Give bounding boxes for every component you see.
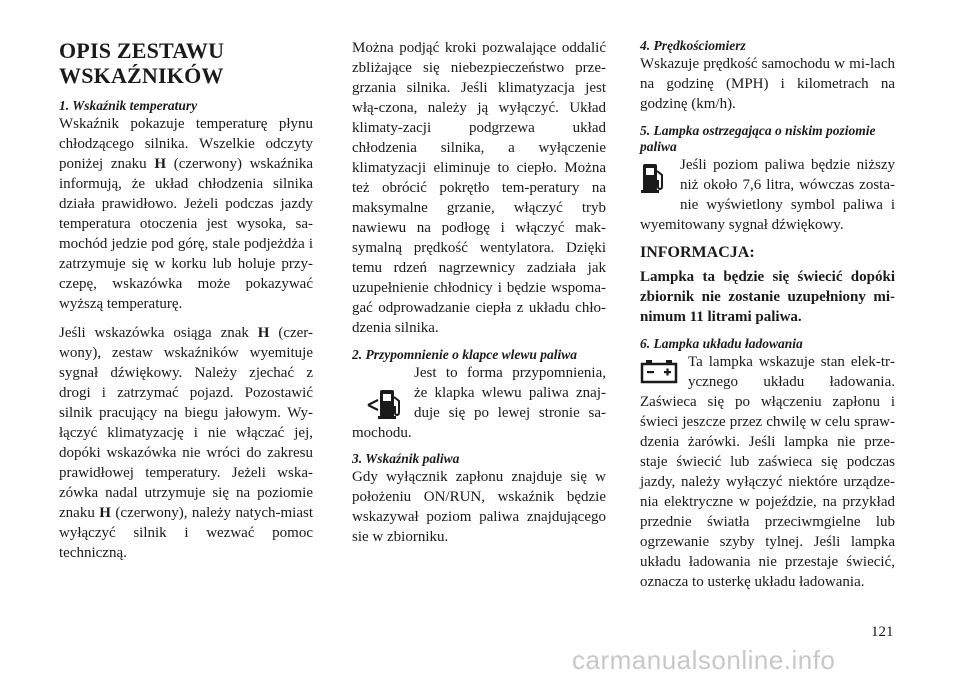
info-heading: INFORMACJA: bbox=[640, 244, 755, 261]
watermark: carmanualsonline.info bbox=[572, 645, 836, 675]
section-5-heading: 5. Lampka ostrzegająca o niskim poziomie paliwa bbox=[640, 123, 876, 154]
section-2-block bbox=[352, 363, 606, 443]
section-6-text: Ta lampka wskazuje stan elek-trycznego układu ładowania. Zaświeca się po włączeniu zapłonu i świeci jeszcze przez chwilę w celu spraw-dzenia żarówki. Jeśli lampka nie prze-staje świecić lub zaświeca się podczas jazdy, należy wyłączyć niektóre urządze-nia elektryczne w pojeździe, na przykład przednie światła przeciwmgielne lub ogrzewanie szyby tylnej. Jeśli lampka układu ładowania nie przestaje świecić, oznacza to usterkę układu ładowania. bbox=[640, 354, 895, 590]
column-left bbox=[59, 38, 313, 572]
section-2-heading: 2. Przypomnienie o klapce wlewu paliwa bbox=[352, 347, 577, 362]
section-1-heading: 1. Wskaźnik temperatury bbox=[59, 98, 198, 113]
section-1-paragraph-2: Jeśli wskazówka osiąga znak H (czer-wony), zestaw wskaźników wyemituje sygnał dźwiękowy. Należy zjechać z drogi i zatrzymać pojazd. Pozostawić silnik pracujący na biegu jałowym. Wy-łączyć klimatyzację i nie włączać jej, dopóki wskazówka nie wróci do zakresu prawidłowej temperatury. Jeżeli wska-zówka nadal utrzymuje się na poziomie znaku H (czerwony), należy natych-miast wyłączyć silnik i wezwać pomoc techniczną. bbox=[59, 325, 313, 561]
section-2-text: Jest to forma przypomnienia, że klapka wlewu paliwa znaj-duje się po lewej stronie sa-mochodu. bbox=[352, 365, 606, 441]
section-4-heading: 4. Prędkościomierz bbox=[640, 38, 746, 53]
section-6-block bbox=[640, 352, 895, 592]
page-title: OPIS ZESTAWU WSKAŹNIKÓW bbox=[59, 38, 225, 88]
section-5-text: Jeśli poziom paliwa będzie niższy niż około 7,6 litra, wówczas zosta-nie wyświetlony symbol paliwa i wyemitowany sygnał dźwiękowy. bbox=[640, 157, 895, 233]
section-6-heading: 6. Lampka układu ładowania bbox=[640, 336, 803, 351]
section-5-block bbox=[640, 155, 895, 235]
charging-system-battery-icon bbox=[640, 358, 678, 384]
section-3-text: Gdy wyłącznik zapłonu znajduje się w położeniu ON/RUN, wskaźnik będzie wskazywał poziom paliwa znajdującego sie w zbiorniku. bbox=[352, 469, 606, 545]
section-1-paragraph-1: Wskaźnik pokazuje temperaturę płynu chłodzącego silnika. Wszelkie odczyty poniżej znaku H (czerwony) wskaźnika informują, że układ chłodzenia silnika działa prawidłowo. Jeżeli podczas jazdy temperatura otoczenia jest wysoka, sa-mochód jedzie pod górę, stale podjeżdża i zatrzymuje się w korku lub holuje przy-czepę, wskazówka może pokazywać wyższą temperaturę. bbox=[59, 116, 313, 312]
column-right bbox=[640, 38, 895, 600]
overheat-paragraph: Można podjąć kroki pozwalające oddalić zbliżające się niebezpieczeństwo prze-grzania silnika. Jeśli klimatyzacja jest włą-czona, należy ją wyłączyć. Układ klimaty-zacji podgrzewa układ chłodzenia silnika, a wyłączenie klimatyzacji eliminuje to ciepło. Można też obrócić pokrętło tem-peratury na maksymalne grzanie, włączyć tryb nawiewu na podłogę i włączyć mak-symalną prędkość wentylatora. Dzięki temu rdzeń nagrzewnicy zadziała jak uzupełnienie chłodnicy i będzie wspoma-gać odprowadzanie ciepła z układu chło-dzenia silnika. bbox=[352, 40, 606, 336]
column-middle bbox=[352, 38, 606, 556]
section-4-text: Wskazuje prędkość samochodu w mi-lach na godzinę (MPH) i kilometrach na godzinę (km/h). bbox=[640, 56, 895, 112]
section-3-heading: 3. Wskaźnik paliwa bbox=[352, 451, 460, 466]
fuel-door-reminder-icon bbox=[366, 385, 402, 421]
info-text: Lampka ta będzie się świecić dopóki zbiornik nie zostanie uzupełniony mi-nimum 11 litrami paliwa. bbox=[640, 269, 895, 325]
low-fuel-icon bbox=[640, 161, 670, 195]
page-number: 121 bbox=[871, 624, 894, 640]
